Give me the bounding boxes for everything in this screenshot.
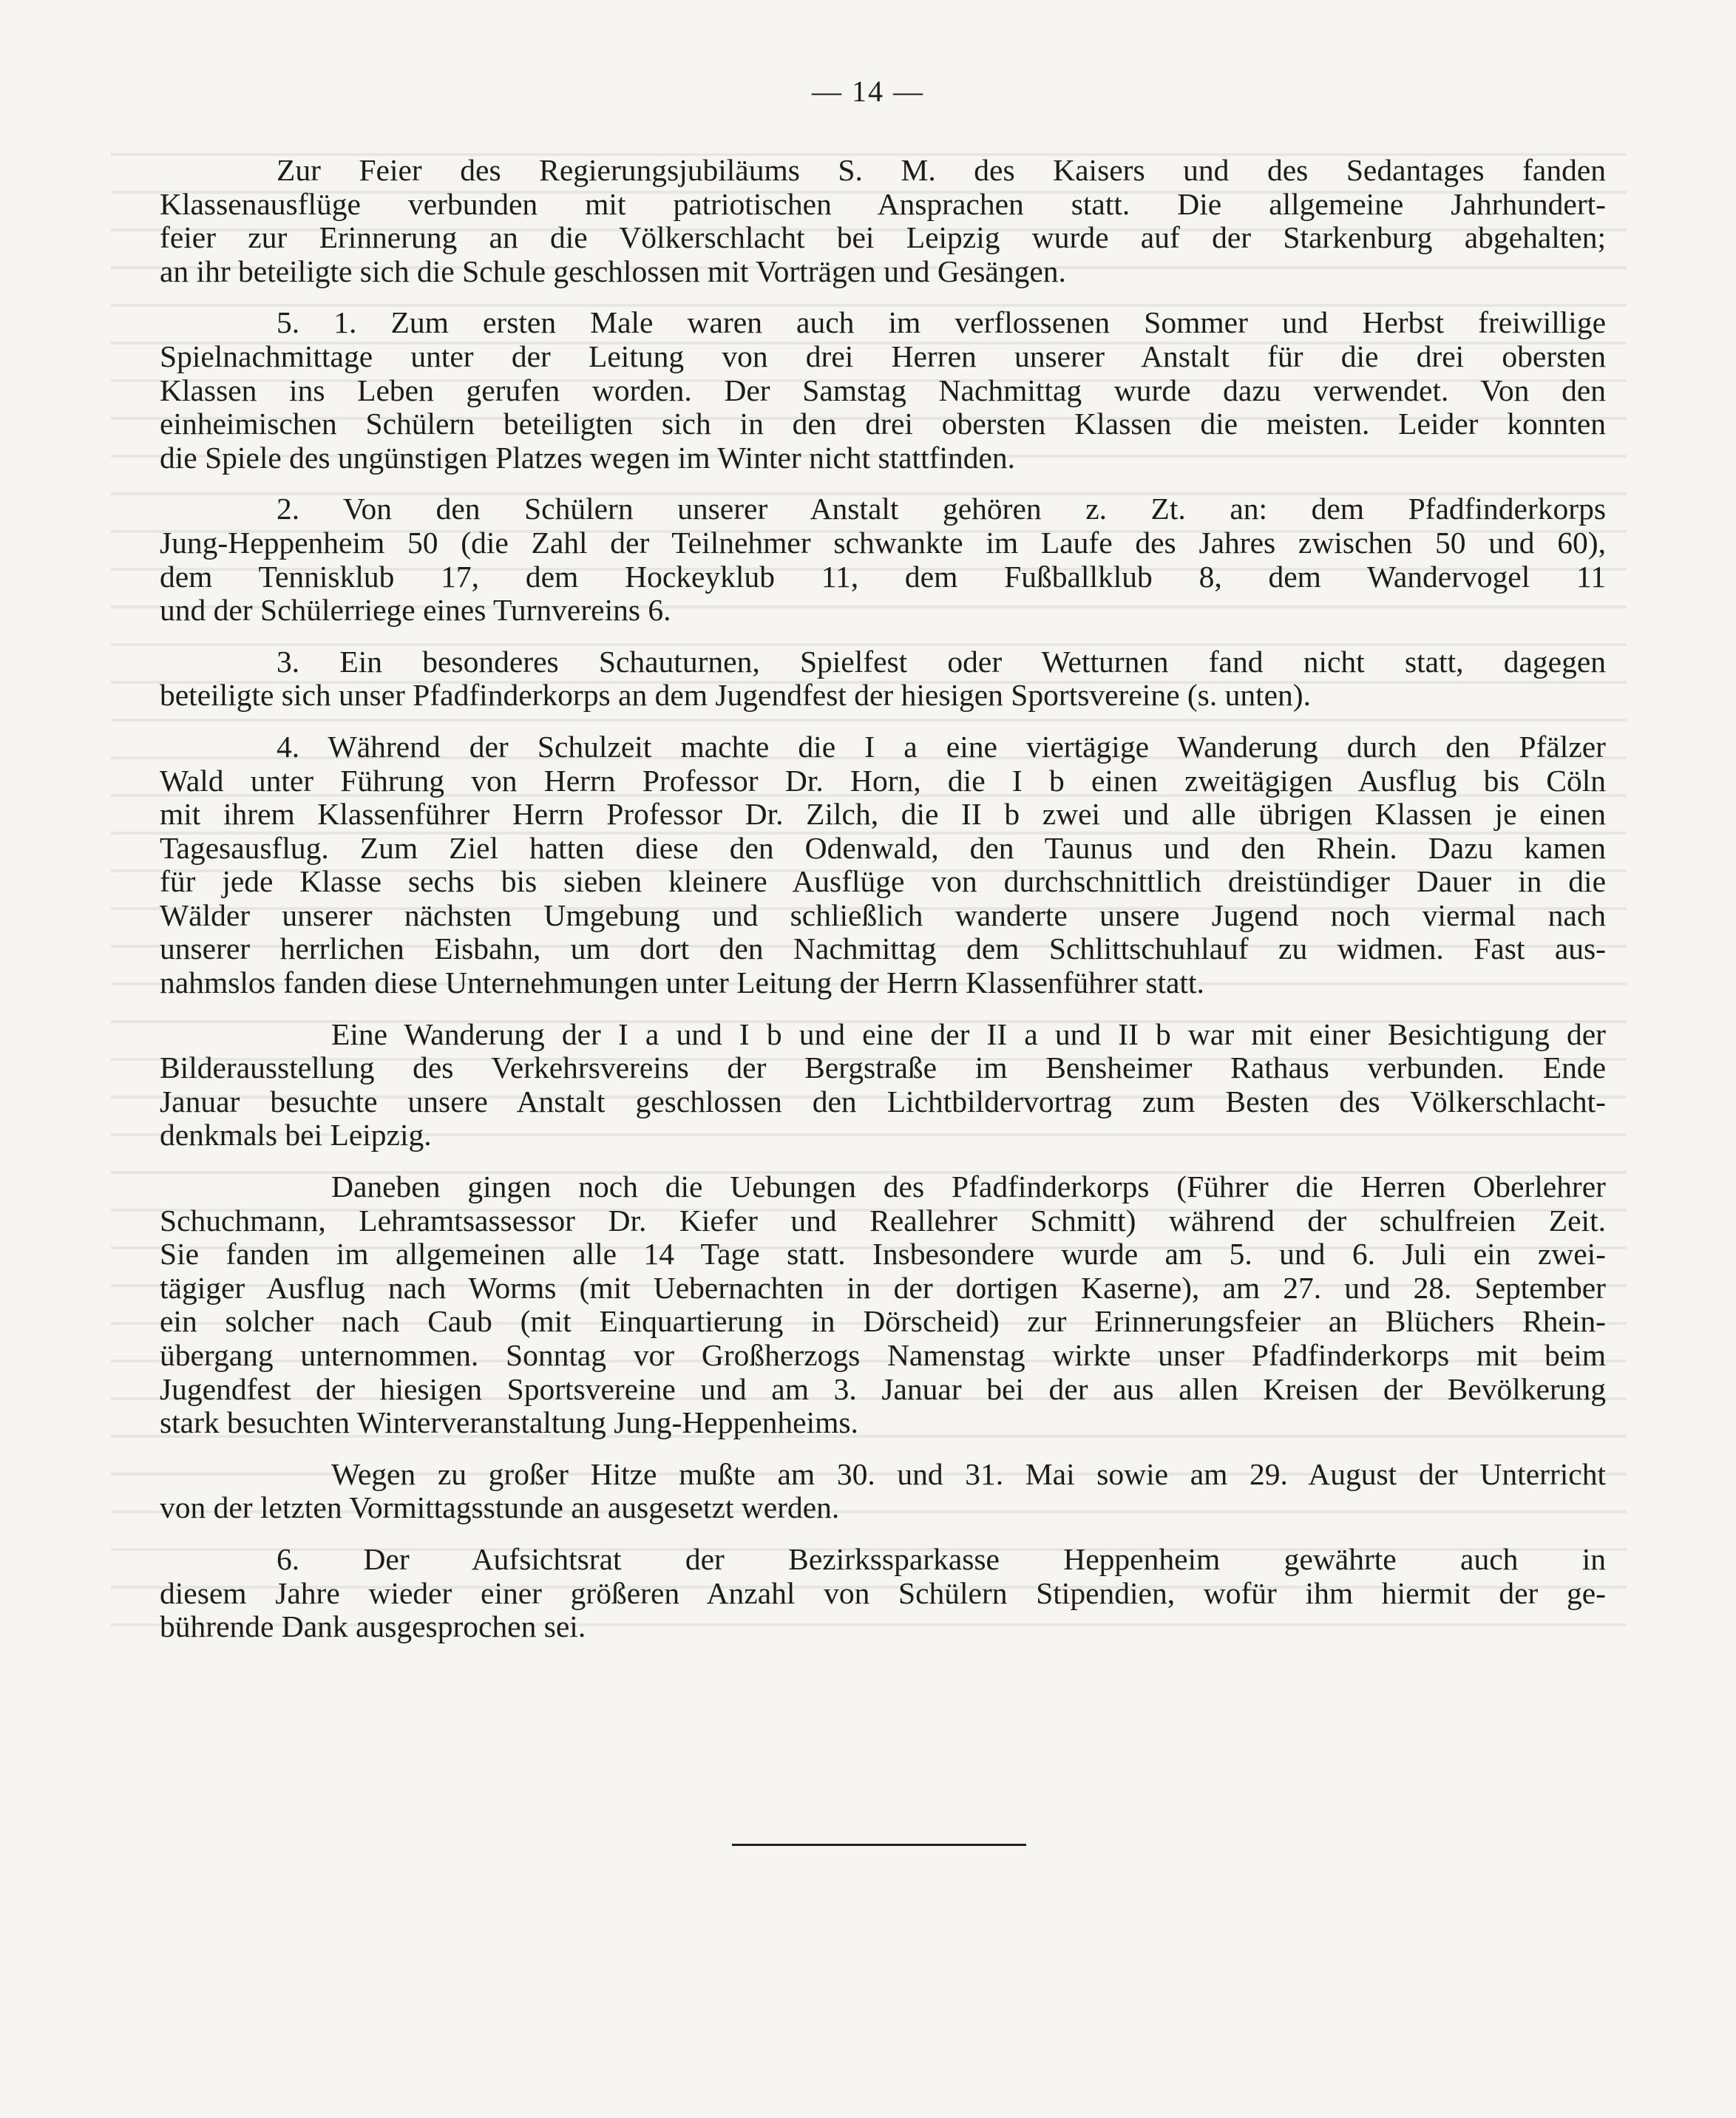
text-line: an ihr beteiligte sich die Schule geschlossen mit Vorträgen und Gesängen. — [160, 254, 1066, 288]
page-number: — 14 — — [812, 75, 924, 108]
text-line: nahmslos fanden diese Unternehmungen unter Leitung der Herrn Klassenführer statt. — [160, 965, 1204, 1000]
text-line: unserer herrlichen Eisbahn, um dort den Nachmittag dem Schlittschuhlauf zu widmen. Fast aus- — [160, 931, 1606, 966]
text-line: Klassenausflüge verbunden mit patriotischen Ansprachen statt. Die allgemeine Jahrhundert- — [160, 186, 1606, 221]
paragraph-section-6 — [160, 1543, 1606, 1644]
text-line: von der letzten Vormittagsstunde an ausgesetzt werden. — [160, 1490, 840, 1525]
text-line: diesem Jahre wieder einer größeren Anzahl von Schülern Stipendien, wofür ihm hiermit der ge- — [160, 1575, 1606, 1610]
text-line: denkmals bei Leipzig. — [160, 1118, 432, 1153]
text-line: 6. Der Aufsichtsrat der Bezirkssparkasse Heppenheim gewährte auch in — [277, 1541, 1606, 1576]
paragraph-section-5-2 — [160, 492, 1606, 627]
text-line: Jung-Heppenheim 50 (die Zahl der Teilnehmer schwankte im Laufe des Jahres zwischen 50 und 60), — [160, 525, 1606, 560]
paragraph-section-5-3 — [160, 645, 1606, 713]
text-line: Wälder unserer nächsten Umgebung und schließlich wanderte unsere Jugend noch viermal nach — [160, 897, 1606, 932]
text-line: für jede Klasse sechs bis sieben kleinere Ausflüge von durchschnittlich dreistündiger Dauer in die — [160, 864, 1606, 899]
paragraph-celebrations — [160, 154, 1606, 288]
text-line: Tagesausflug. Zum Ziel hatten diese den Odenwald, den Taunus und den Rhein. Dazu kamen — [160, 830, 1606, 865]
text-line: übergang unternommen. Sonntag vor Großherzogs Namenstag wirkte unser Pfadfinderkorps mit beim — [160, 1338, 1606, 1372]
text-line: beteiligte sich unser Pfadfinderkorps an dem Jugendfest der hiesigen Sportsvereine (s. unten). — [160, 678, 1311, 713]
text-line: Sie fanden im allgemeinen alle 14 Tage statt. Insbesondere wurde am 5. und 6. Juli ein zwei- — [160, 1237, 1606, 1272]
paragraph-section-5-4 — [160, 730, 1606, 1000]
text-line: 2. Von den Schülern unserer Anstalt gehören z. Zt. an: dem Pfadfinderkorps — [277, 492, 1606, 526]
text-line: Jugendfest der hiesigen Sportsvereine und am 3. Januar bei der aus allen Kreisen der Bevölkerung — [160, 1371, 1606, 1406]
text-line: einheimischen Schülern beteiligten sich in den drei obersten Klassen die meisten. Leider konnten — [160, 407, 1606, 441]
paragraph-pathfinders — [160, 1170, 1606, 1440]
text-line: die Spiele des ungünstigen Platzes wegen im Winter nicht stattfinden. — [160, 440, 1016, 475]
section-end-rule — [732, 1844, 1026, 1846]
text-line: Daneben gingen noch die Uebungen des Pfadfinderkorps (Führer die Herren Oberlehrer — [331, 1170, 1606, 1204]
text-line: stark besuchten Winterveranstaltung Jung-Heppenheims. — [160, 1405, 858, 1440]
text-line: 5. 1. Zum ersten Male waren auch im verflossenen Sommer und Herbst freiwillige — [277, 305, 1606, 340]
text-line: Januar besuchte unsere Anstalt geschlossen den Lichtbildervortrag zum Besten des Völkerschlacht- — [160, 1084, 1606, 1119]
text-line: Bilderausstellung des Verkehrsvereins der Bergstraße im Bensheimer Rathaus verbunden. Ende — [160, 1050, 1606, 1085]
text-line: ein solcher nach Caub (mit Einquartierung in Dörscheid) zur Erinnerungsfeier an Blüchers Rhein- — [160, 1304, 1606, 1339]
text-line: mit ihrem Klassenführer Herrn Professor Dr. Zilch, die II b zwei und alle übrigen Klassen je einen — [160, 797, 1606, 832]
text-line: dem Tennisklub 17, dem Hockeyklub 11, dem Fußballklub 8, dem Wandervogel 11 — [160, 559, 1606, 594]
text-line: Wald unter Führung von Herrn Professor Dr. Horn, die I b einen zweitägigen Ausflug bis Cöln — [160, 763, 1606, 798]
text-line: Spielnachmittage unter der Leitung von drei Herren unserer Anstalt für die drei obersten — [160, 339, 1606, 373]
paragraph-heat-closure — [160, 1458, 1606, 1525]
text-line: 3. Ein besonderes Schauturnen, Spielfest oder Wetturnen fand nicht statt, dagegen — [277, 644, 1606, 679]
text-line: Schuchmann, Lehramtsassessor Dr. Kiefer und Reallehrer Schmitt) während der schulfreien Zeit. — [160, 1203, 1606, 1238]
text-line: tägiger Ausflug nach Worms (mit Uebernachten in der dortigen Kaserne), am 27. und 28. September — [160, 1270, 1606, 1305]
text-line: Zur Feier des Regierungsjubiläums S. M. des Kaisers und des Sedantages fanden — [277, 153, 1606, 187]
text-line: 4. Während der Schulzeit machte die I a eine viertägige Wanderung durch den Pfälzer — [277, 729, 1606, 764]
text-line: Klassen ins Leben gerufen worden. Der Samstag Nachmittag wurde dazu verwendet. Von den — [160, 373, 1606, 407]
paragraph-excursion-exhibition — [160, 1018, 1606, 1153]
text-line: und der Schülerriege eines Turnvereins 6. — [160, 593, 671, 628]
text-line: feier zur Erinnerung an die Völkerschlacht bei Leipzig wurde auf der Starkenburg abgehalten; — [160, 220, 1606, 255]
body-text — [160, 154, 1606, 1644]
text-line: bührende Dank ausgesprochen sei. — [160, 1609, 586, 1644]
text-line: Eine Wanderung der I a und I b und eine der II a und II b war mit einer Besichtigung der — [331, 1016, 1606, 1051]
text-line: Wegen zu großer Hitze mußte am 30. und 31. Mai sowie am 29. August der Unterricht — [331, 1456, 1606, 1491]
paragraph-section-5-1 — [160, 306, 1606, 475]
